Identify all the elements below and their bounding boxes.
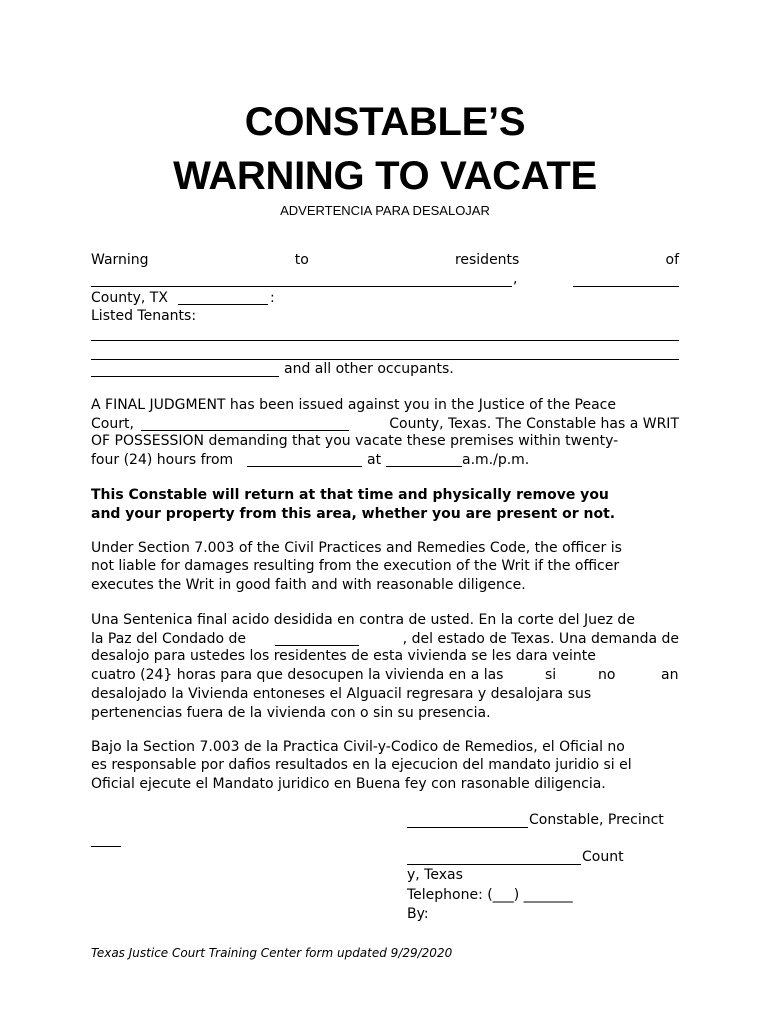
court-county-blank[interactable] bbox=[141, 430, 349, 431]
county-tx-label: County, TX bbox=[91, 290, 168, 306]
para4-text-1: Una Sentenica final acido desidida en contra de usted. En la corte del Juez de bbox=[91, 612, 635, 628]
para1-four-hours: four (24) hours from bbox=[91, 452, 234, 468]
county-tx-blank[interactable] bbox=[178, 304, 268, 305]
telephone-label: Telephone: (___) _______ bbox=[407, 887, 573, 903]
date-blank[interactable] bbox=[247, 466, 362, 467]
para5-text-2: es responsable por dafios resultados en la ejecucion del mandato juridio si el bbox=[91, 757, 632, 773]
para4-text-4a: cuatro (24} horas para que desocupen la vivienda en a las bbox=[91, 667, 504, 683]
other-occupants-text: and all other occupants. bbox=[284, 361, 454, 377]
county-signature-blank[interactable] bbox=[407, 864, 581, 865]
para4-si: si bbox=[545, 667, 557, 683]
para3-text-3: executes the Writ in good faith and with reasonable diligence. bbox=[91, 577, 526, 593]
residents-blank-line[interactable] bbox=[91, 286, 512, 287]
para1-text-1: A FINAL JUDGMENT has been issued against you in the Justice of the Peace bbox=[91, 397, 616, 413]
tenants-line-3[interactable] bbox=[91, 376, 279, 377]
para2-text-2: and your property from this area, whether you are present or not. bbox=[91, 506, 616, 522]
word-warning: Warning bbox=[91, 252, 149, 268]
title-line-1: CONSTABLE’S bbox=[244, 100, 526, 144]
para4-an: an bbox=[661, 667, 679, 683]
para4-no: no bbox=[598, 667, 616, 683]
para1-ampm: a.m./p.m. bbox=[462, 452, 530, 468]
condado-blank[interactable] bbox=[275, 645, 359, 646]
precinct-blank[interactable] bbox=[91, 846, 121, 847]
para4-text-2: , del estado de Texas. Una demanda de bbox=[402, 631, 679, 647]
para4-line-3 bbox=[91, 648, 679, 664]
para4-condado-label: la Paz del Condado de bbox=[91, 631, 247, 647]
warning-line bbox=[91, 252, 679, 268]
para5-line-2 bbox=[91, 757, 679, 773]
para1-line-3 bbox=[91, 433, 679, 449]
word-of: of bbox=[665, 252, 679, 268]
colon: : bbox=[270, 290, 275, 306]
para1-text-3: OF POSSESSION demanding that you vacate these premises within twenty- bbox=[91, 433, 619, 449]
tenants-line-1[interactable] bbox=[91, 340, 679, 341]
word-to: to bbox=[294, 252, 309, 268]
para5-line-1 bbox=[91, 739, 679, 755]
title-line-2: WARNING TO VACATE bbox=[173, 154, 597, 198]
word-residents: residents bbox=[454, 252, 520, 268]
para5-text-3: Oficial ejecute el Mandato juridico en Buena fey con rasonable diligencia. bbox=[91, 776, 606, 792]
para3-text-2: not liable for damages resulting from the execution of the Writ if the officer bbox=[91, 558, 620, 574]
para1-line-1 bbox=[91, 397, 679, 413]
para1-at: at bbox=[367, 452, 382, 468]
listed-tenants-label: Listed Tenants: bbox=[91, 308, 197, 324]
y-texas-label: y, Texas bbox=[407, 867, 463, 883]
comma: , bbox=[513, 271, 518, 287]
para3-line-2 bbox=[91, 558, 679, 574]
para3-line-1 bbox=[91, 540, 679, 556]
constable-signature-blank[interactable] bbox=[407, 827, 528, 828]
para2-text-1: This Constable will return at that time and physically remove you bbox=[91, 487, 609, 503]
para4-line-5 bbox=[91, 686, 679, 702]
para4-text-3: desalojo para ustedes los residentes de esta vivienda se les dara veinte bbox=[91, 648, 596, 664]
para2-line-1 bbox=[91, 487, 679, 503]
time-blank[interactable] bbox=[386, 466, 462, 467]
county-blank-line-right[interactable] bbox=[573, 286, 679, 287]
para5-text-1: Bajo la Section 7.003 de la Practica Civil-y-Codico de Remedios, el Oficial no bbox=[91, 739, 625, 755]
by-label: By: bbox=[407, 906, 429, 922]
para1-court-label: Court, bbox=[91, 416, 134, 432]
para4-line-1 bbox=[91, 612, 679, 628]
para4-text-6: pertenencias fuera de la vivienda con o sin su presencia. bbox=[91, 705, 491, 721]
para1-text-2: County, Texas. The Constable has a WRIT bbox=[389, 416, 679, 432]
constable-precinct-label: Constable, Precinct bbox=[529, 812, 664, 828]
subtitle: ADVERTENCIA PARA DESALOJAR bbox=[280, 203, 490, 218]
footer-note: Texas Justice Court Training Center form updated 9/29/2020 bbox=[91, 946, 453, 960]
para3-text-1: Under Section 7.003 of the Civil Practices and Remedies Code, the officer is bbox=[91, 540, 622, 556]
count-label: Count bbox=[582, 849, 624, 865]
para4-text-5: desalojado la Vivienda entoneses el Alguacil regresara y desalojara sus bbox=[91, 686, 592, 702]
